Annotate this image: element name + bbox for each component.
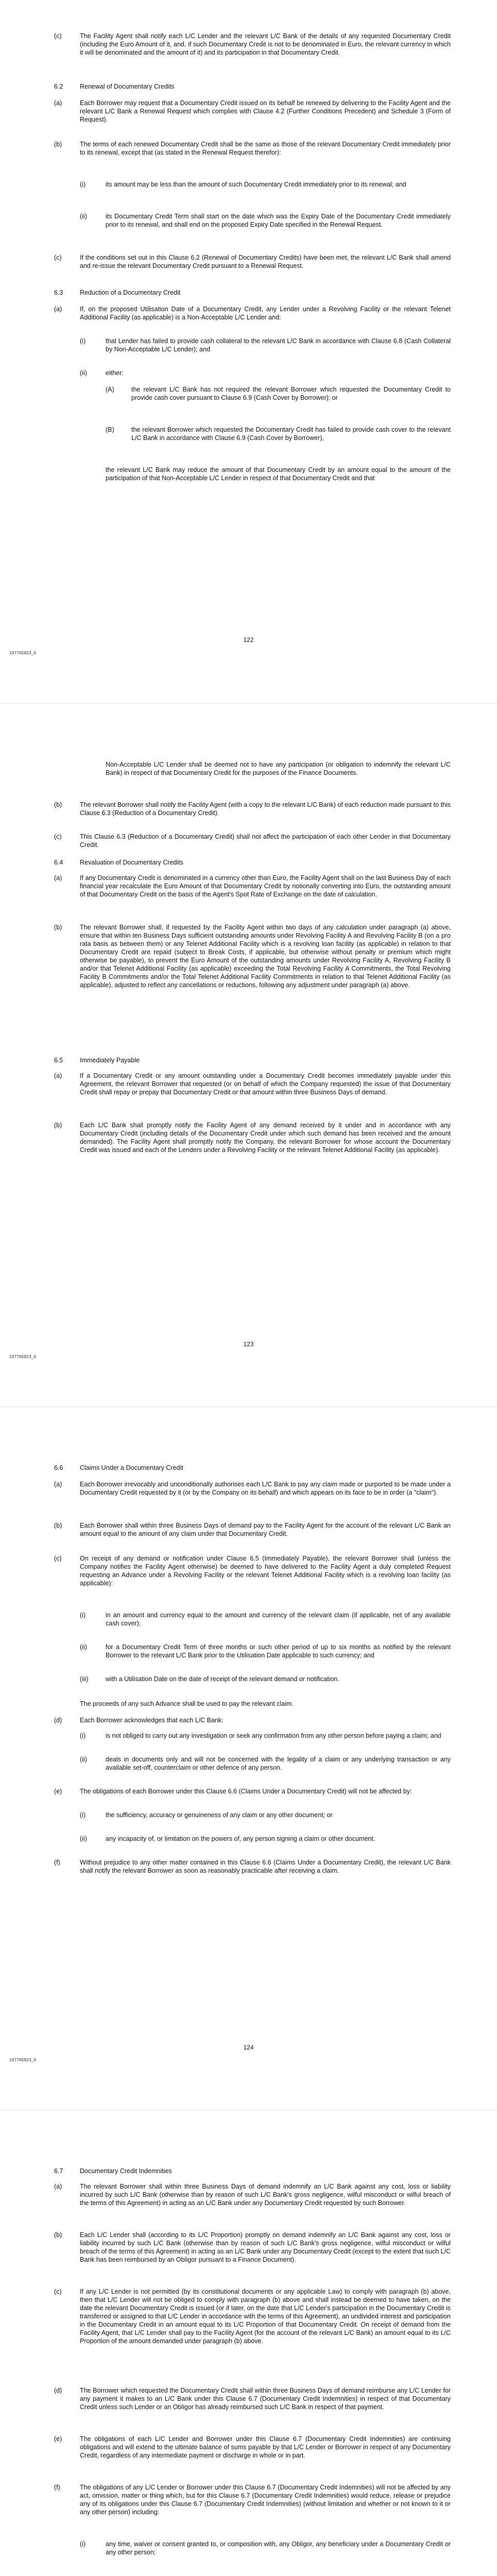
item-number: (i) (80, 1612, 86, 1619)
paragraph-text: Non-Acceptable L/C Lender shall be deemed not to have any participation (or obligation to indemnify the relevant L/C Bank) in respect of that Documentary Credit for the purposes of the Finance Documents. (106, 761, 451, 776)
item-number: (i) (80, 1811, 86, 1819)
paragraph-text: its Documentary Credit Term shall start on the date which was the Expiry Date of the Documentary Credit immediately prior to its renewal, and shall end on the proposed Expiry Date specified in the Renewal Request. (106, 213, 451, 228)
item-number: (e) (54, 1788, 62, 1795)
item-number: (B) (106, 426, 114, 433)
item-number: (a) (54, 1481, 62, 1488)
paragraph-text: deals in documents only and will not be concerned with the legality of a claim or any underlying transaction or any available set-off, counterclaim or other defence of any person. (106, 1756, 451, 1771)
clause-6-3-c (54, 833, 451, 849)
paragraph-text: The obligations of each Borrower under this Clause 6.6 (Claims Under a Documentary Credit) will not be affected by: (80, 1788, 412, 1795)
section-heading: Reduction of a Documentary Credit (80, 289, 181, 296)
paragraph-text: that Lender has failed to provide cash collateral to the relevant L/C Bank in accordance with Clause 6.8 (Cash Collateral by Non-Acceptable L/C Lender); and (106, 337, 451, 353)
section-number: 6.5 (54, 1057, 63, 1064)
paragraph-text: The Facility Agent shall notify each L/C Lender and the relevant L/C Bank of the details of any requested Documentary Credit (including the Euro Amount of it, and, if such Documentary Credit is not to be denominated in Euro, the relevant currency in which it will be denominated and the amount of it) and its participation in that Documentary Credit. (80, 32, 451, 56)
clause-6-6-e-ii (54, 1835, 451, 1851)
item-number: (A) (106, 386, 114, 393)
clause-6-3-a (54, 305, 451, 330)
item-number: (a) (54, 874, 62, 882)
section-heading: Claims Under a Documentary Credit (80, 1464, 183, 1471)
section-number: 6.3 (54, 289, 63, 296)
paragraph-text: Each Borrower acknowledges that each L/C Bank: (80, 1717, 224, 1724)
paragraph-text: the relevant L/C Bank has not required the relevant Borrower which requested the Documentary Credit to provide cash cover pursuant to Clause 6.9 (Cash Cover by Borrower); or (131, 386, 451, 401)
clause-6-7-c (54, 2287, 451, 2378)
paragraph-text: The proceeds of any such Advance shall be used to pay the relevant claim. (80, 1700, 294, 1707)
paragraph-text: is not obliged to carry out any investigation or seek any confirmation from any other person before paying a claim; and (106, 1732, 441, 1739)
clause-6-6-d-i (54, 1732, 451, 1748)
section-heading: Renewal of Documentary Credits (80, 83, 175, 90)
clause-6-6-c-i (54, 1611, 451, 1636)
item-number: (ii) (80, 1643, 87, 1651)
clause-6-6-f (54, 1858, 451, 1883)
item-number: (c) (54, 1555, 62, 1562)
paragraph-text: in an amount and currency equal to the amount and currency of the relevant claim (if applicable, net of any available cash cover); (106, 1612, 451, 1627)
clause-6-5-b (54, 1121, 451, 1187)
clause-6-2-b-ii (54, 212, 451, 245)
paragraph-text: The relevant Borrower shall notify the Facility Agent (with a copy to the relevant L/C Bank) of each reduction made pursuant to this Clause 6.3 (Reduction of a Documentary Credit). (80, 801, 451, 817)
item-number: (i) (80, 1732, 86, 1739)
clause-6-3-a-ii-A (54, 385, 451, 418)
paragraph-text: This Clause 6.3 (Reduction of a Documentary Credit) shall not affect the participation of each other Lender in that Documentary Credit. (80, 833, 451, 849)
clause-6-6-a (54, 1480, 451, 1513)
item-number: (a) (54, 99, 62, 107)
item-number: (b) (54, 924, 62, 931)
item-number: (i) (80, 2540, 86, 2548)
clause-6-4-b (54, 923, 451, 1047)
clause-6-7-f-i (54, 2540, 451, 2565)
paragraph-text: If, on the proposed Utilisation Date of a Documentary Credit, any Lender under a Revolving Facility or the relevant Telenet Additional Facility (as applicable) is a Non-Acceptable L/C Lender and: (80, 306, 451, 321)
clause-6-2-b (54, 140, 451, 173)
section-heading: Immediately Payable (80, 1057, 140, 1064)
paragraph-text: The obligations of each L/C Lender and Borrower under this Clause 6.7 (Documentary Credit Indemnities) are continuing obligations and will extend to the ultimate balance of sums payable by that L/C Lender or Borrower in respect of any Documentary Credit, regardless of any intermediate payment or discharge in whole or in part. (80, 2435, 451, 2459)
clause-6-6-c-ii (54, 1643, 451, 1668)
paragraph-text: the sufficiency, accuracy or genuineness of any claim or any other document; or (106, 1811, 333, 1819)
clause-6-6-c (54, 1554, 451, 1604)
clause-6-6-c-tail (54, 1700, 451, 1708)
paragraph-text: its amount may be less than the amount of such Documentary Credit immediately prior to its renewal; and (106, 181, 406, 188)
page-122 (0, 0, 497, 703)
document-reference: 197765823_6 (9, 650, 37, 655)
paragraph-text: the relevant L/C Bank may reduce the amount of that Documentary Credit by an amount equal to the amount of the participation of that Non-Acceptable L/C Lender in respect of that Documentary Credit and that (106, 466, 451, 482)
clause-6-7-a (54, 2182, 451, 2224)
paragraph-text: If a Documentary Credit or any amount outstanding under a Documentary Credit becomes immediately payable under this Agreement, the relevant Borrower that requested (or on behalf of which the Company requested) the issue of that Documentary Credit shall repay or prepay that Documentary Credit or that amount within three Business Days of demand. (80, 1072, 451, 1096)
item-number: (ii) (80, 1756, 87, 1763)
item-number: (c) (54, 2288, 62, 2295)
clause-6-3-tail (54, 466, 451, 490)
item-number: (a) (54, 1072, 62, 1079)
paragraph-text: The terms of each renewed Documentary Credit shall be the same as those of the relevant Documentary Credit immediately prior to its renewal, except that (as stated in the Renewal Request therefor): (80, 141, 451, 156)
section-number: 6.4 (54, 859, 63, 866)
clause-6-4-a (54, 874, 451, 915)
paragraph-text: Each Borrower irrevocably and unconditionally authorises each L/C Bank to pay any claim made or purported to be made under a Documentary Credit requested by it (or by the Company on its behalf) and which appears on its face to be in order (a "claim"). (80, 1481, 451, 1496)
item-number: (f) (54, 1859, 60, 1866)
paragraph-text: On receipt of any demand or notification under Clause 6.5 (Immediately Payable), the relevant Borrower shall (unless the Company notifies the Facility Agent otherwise) be deemed to have delivered to the Facility Agent a duly completed Request requesting an Advance under a Revolving Facility or the relevant Telenet Additional Facility which is a revolving loan facility (as applicable): (80, 1555, 451, 1587)
paragraph-text: Each Borrower shall within three Business Days of demand pay to the Facility Agent for the account of the relevant L/C Bank an amount equal to the amount of any claim under that Documentary Credit. (80, 1522, 451, 1537)
section-number: 6.6 (54, 1464, 63, 1471)
paragraph-text: The relevant Borrower shall within three Business Days of demand indemnify an L/C Bank against any cost, loss or liability incurred by such L/C Bank (otherwise than by reason of such L/C Bank's gross negligence, wilful misconduct or wilful breach of the terms of this Agreement) in acting as an L/C Bank under any Documentary Credit requested by such Borrower. (80, 2183, 451, 2207)
page-number: 124 (243, 2044, 254, 2051)
clause-6-2-a (54, 99, 451, 132)
paragraph-text: If any Documentary Credit is denominated in a currency other than Euro, the Facility Agent shall on the last Business Day of each financial year recalculate the Euro Amount of that Documentary Credit by notionally converting into Euro, the outstanding amount of that Documentary Credit on the basis of the Agent's Spot Rate of Exchange on the date of calculation. (80, 874, 451, 898)
paragraph-text: Each L/C Lender shall (according to its L/C Proportion) promptly on demand indemnify an L/C Bank against any cost, loss or liability incurred by such L/C Bank (otherwise than by reason of such L/C Bank's gross negligence, wilful misconduct or wilful breach of the terms of this Agreement) in acting as an L/C Bank under any Documentary Credit (except to the extent that such L/C Bank has been reimbursed by an Obligor pursuant to a Finance Document). (80, 2231, 451, 2263)
clause-6-6-e (54, 1787, 451, 1804)
item-number: (c) (54, 254, 62, 261)
paragraph-text: The relevant Borrower shall, if requested by the Facility Agent within two days of any calculation under paragraph (a) above, ensure that within ten Business Days sufficient outstanding amounts under Revolving Facility A and Revolving Facility B (on a pro rata basis as between them) or any Telenet Additional Facility which is a revolving loan facility (as applicable) in relation to that Documentary Credit are repaid (subject to Break Costs, if applicable, but otherwise without penalty or premium which might otherwise be payable), to prevent the Euro Amount of the outstanding amounts under Revolving Facility A, Revolving Facility B and/or that Telenet Additional Facility (as applicable) exceeding the Total Revolving Facility A Commitments, the Total Revolving Facility B Commitments and/or the Total Telenet Additional Facility Commitments in relation to that Telenet Additional Facility (as applicable), adjusted to reflect any cancellations or reductions, following any adjustment under paragraph (a) above. (80, 924, 451, 989)
document-reference: 197765823_6 (9, 1354, 37, 1359)
page-123-body (54, 760, 451, 1353)
clause-6-5-a (54, 1072, 451, 1113)
item-number: (ii) (80, 213, 87, 220)
page-125 (0, 2110, 497, 2576)
clause-6-7-e (54, 2435, 451, 2476)
item-number: (d) (54, 1717, 62, 1724)
clause-6-3-b (54, 801, 451, 825)
clause-6-7-d (54, 2386, 451, 2428)
clause-6-2-c (54, 253, 451, 278)
page-124 (0, 1407, 497, 2110)
clause-6-3-continued (54, 760, 451, 793)
item-number: (iii) (80, 1675, 89, 1683)
clause-6-6-b (54, 1521, 451, 1546)
section-number: 6.7 (54, 2167, 63, 2175)
document-reference: 197765823_6 (9, 2057, 37, 2062)
paragraph-text: either: (106, 369, 124, 377)
item-number: (i) (80, 181, 86, 188)
clause-6-7-f (54, 2483, 451, 2533)
item-number: (f) (54, 2484, 60, 2491)
paragraph-text: If the conditions set out in this Clause 6.2 (Renewal of Documentary Credits) have been met, the relevant L/C Bank shall amend and re-issue the relevant Documentary Credit pursuant to a Renewal Request. (80, 254, 451, 269)
paragraph-text: The Borrower which requested the Documentary Credit shall within three Business Days of demand reimburse any L/C Lender for any payment it makes to an L/C Bank under this Clause 6.7 (Documentary Credit Indemnities) in respect of that Documentary Credit unless such Lender or an Obligor has already reimbursed such L/C Bank in respect of that payment. (80, 2387, 451, 2411)
clause-6-6-d (54, 1716, 451, 1724)
clause-6-3-a-ii (54, 369, 451, 377)
clause-6-6-e-i (54, 1811, 451, 1827)
item-number: (b) (54, 141, 62, 148)
section-heading: Documentary Credit Indemnities (80, 2167, 172, 2175)
paragraph-text: for a Documentary Credit Term of three months or such other period of up to six months as notified by the relevant Borrower to the relevant L/C Bank prior to the Utilisation Date applicable to such currency; and (106, 1643, 451, 1659)
clause-6-1-c (54, 32, 451, 73)
paragraph-text: Each L/C Bank shall promptly notify the Facility Agent of any demand received by it under and in accordance with any Documentary Credit (including details of the Documentary Credit under which such demand has been received and the amount demanded). The Facility Agent shall promptly notify the Company, the relevant Borrower for whose account the Documentary Credit was issued and each of the Lenders under a Revolving Facility or the relevant Telenet Additional Facility (as applicable). (80, 1122, 451, 1154)
item-number: (d) (54, 2387, 62, 2394)
section-heading: Revaluation of Documentary Credits (80, 859, 183, 866)
item-number: (i) (80, 337, 86, 345)
item-number: (b) (54, 1522, 62, 1529)
paragraph-text: the relevant Borrower which requested the Documentary Credit has failed to provide cash cover to the relevant L/C Bank in accordance with Clause 6.9 (Cash Cover by Borrower), (131, 426, 451, 442)
paragraph-text: If any L/C Lender is not permitted (by its constitutional documents or any applicable Law) to comply with paragraph (b) above, then that L/C Lender will not be obliged to comply with paragraph (b) above and shall instead be deemed to have taken, on the date the relevant Documentary Credit is issued (or if later, on the date that L/C Lender's participation in the Documentary Credit is transferred or assigned to that L/C Lender in accordance with the terms of this Agreement), an undivided interest and participation in the Documentary Credit in an amount equal to its L/C Proportion of that Documentary Credit. On receipt of demand from the Facility Agent, that L/C Lender shall pay to the Facility Agent (for the account of the relevant L/C Bank) an amount equal to its L/C Proportion of the amount demanded under paragraph (b) above. (80, 2288, 451, 2345)
page-122-body (54, 32, 451, 681)
page-125-body (54, 2167, 451, 2576)
clause-6-7-b (54, 2231, 451, 2280)
paragraph-text: Without prejudice to any other matter contained in this Clause 6.6 (Claims Under a Documentary Credit), the relevant L/C Bank shall notify the relevant Borrower as soon as reasonably practicable after receiving a claim. (80, 1859, 451, 1874)
page-number: 122 (243, 636, 254, 643)
clause-6-6-c-iii (54, 1675, 451, 1691)
clause-6-2-b-i (54, 180, 451, 205)
section-number: 6.2 (54, 83, 63, 90)
item-number: (ii) (80, 1835, 87, 1842)
item-number: (e) (54, 2435, 62, 2443)
paragraph-text: any time, waiver or consent granted to, or composition with, any Obligor, any beneficiary under a Documentary Credit or any other person; (106, 2540, 451, 2556)
page-number: 123 (243, 1341, 254, 1348)
item-number: (a) (54, 306, 62, 313)
clause-6-3-a-i (54, 337, 451, 362)
clause-6-6-d-ii (54, 1755, 451, 1780)
page-123 (0, 704, 497, 1406)
item-number: (ii) (80, 369, 87, 377)
item-number: (b) (54, 801, 62, 808)
paragraph-text: Each Borrower may request that a Documentary Credit issued on its behalf be renewed by delivering to the Facility Agent and the relevant L/C Bank a Renewal Request which complies with Clause 4.2 (Further Conditions Precedent) and Schedule 3 (Form of Request). (80, 99, 451, 123)
item-number: (c) (54, 32, 62, 40)
item-number: (b) (54, 2231, 62, 2239)
page-124-body (54, 1464, 451, 2056)
paragraph-text: The obligations of any L/C Lender or Borrower under this Clause 6.7 (Documentary Credit Indemnities) will not be affected by any act, omission, matter or thing which, but for this Clause 6.7 (Documentary Credit Indemnities) would reduce, release or prejudice any of its obligations under this Clause 6.7 (Documentary Credit Indemnities) (without limitation and whether or not known to it or any other person) including: (80, 2484, 451, 2516)
paragraph-text: with a Utilisation Date on the date of receipt of the relevant demand or notification. (106, 1675, 339, 1683)
clause-6-3-a-ii-B (54, 426, 451, 459)
item-number: (c) (54, 833, 62, 840)
item-number: (b) (54, 1122, 62, 1129)
item-number: (a) (54, 2183, 62, 2190)
paragraph-text: any incapacity of, or limitation on the powers of, any person signing a claim or other document. (106, 1835, 375, 1842)
